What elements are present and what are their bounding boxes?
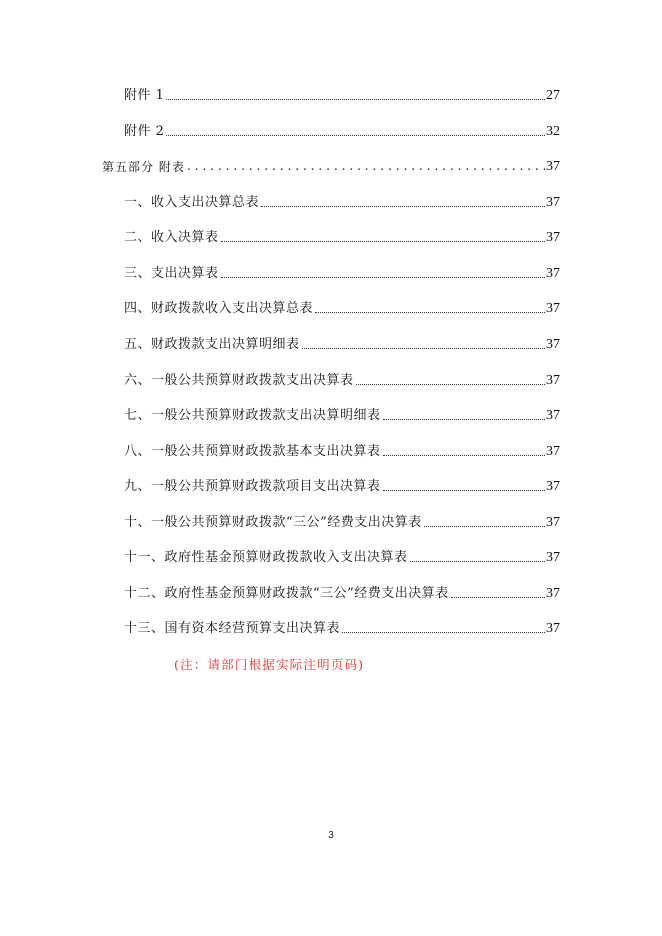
toc-dot-leader	[383, 419, 545, 420]
toc-entry-label: 第五部分 附表	[102, 160, 185, 174]
toc-entry-table-10[interactable]	[124, 511, 560, 531]
toc-entry-page: 37	[546, 479, 560, 494]
toc-entry-table-5[interactable]	[124, 333, 560, 353]
toc-entry-page: 37	[546, 195, 560, 210]
toc-dot-leader	[221, 277, 545, 278]
toc-entry-label: 十二、政府性基金预算财政拨款“三公”经费支出决算表	[124, 586, 449, 601]
toc-entry-label: 十三、国有资本经营预算支出决算表	[124, 621, 341, 636]
toc-entry-page: 37	[546, 159, 560, 174]
toc-entry-table-4[interactable]	[124, 297, 560, 317]
toc-entry-page: 37	[546, 550, 560, 565]
toc-entry-table-7[interactable]	[124, 404, 560, 424]
toc-entry-label: 一、收入支出决算总表	[124, 195, 260, 210]
toc-entry-label: 四、财政拨款收入支出决算总表	[124, 301, 314, 316]
toc-entry-attachment-2[interactable]	[124, 120, 560, 140]
toc-entry-label: 八、一般公共预算财政拨款基本支出决算表	[124, 444, 381, 459]
toc-entry-table-1[interactable]	[124, 191, 560, 211]
toc-dot-leader	[342, 632, 545, 633]
toc-entry-page: 37	[546, 230, 560, 245]
toc-entry-table-9[interactable]	[124, 475, 560, 495]
toc-dot-leader	[383, 455, 545, 456]
toc-dot-leader	[302, 348, 545, 349]
toc-entry-page: 37	[546, 586, 560, 601]
toc-entry-label: 十一、政府性基金预算财政拨款收入支出决算表	[124, 550, 408, 565]
toc-entry-page: 37	[546, 515, 560, 530]
toc-entry-page: 32	[546, 124, 560, 139]
toc-entry-table-13[interactable]	[124, 617, 560, 637]
toc-dot-leader	[315, 312, 545, 313]
toc-entry-attachment-1[interactable]	[124, 84, 560, 104]
page-number-note: (注：请部门根据实际注明页码)	[174, 657, 365, 672]
toc-dot-leader	[356, 384, 545, 385]
toc-entry-label: 附件 2	[124, 124, 165, 139]
toc-entry-table-6[interactable]	[124, 369, 560, 389]
toc-entry-table-3[interactable]	[124, 262, 560, 282]
toc-dot-leader	[166, 99, 545, 100]
toc-entry-table-8[interactable]	[124, 440, 560, 460]
toc-entry-page: 37	[546, 301, 560, 316]
toc-entry-page: 37	[546, 266, 560, 281]
toc-entry-page: 37	[546, 337, 560, 352]
toc-entry-label: 六、一般公共预算财政拨款支出决算表	[124, 373, 354, 388]
toc-dot-leader	[383, 490, 545, 491]
toc-entry-label: 五、财政拨款支出决算明细表	[124, 337, 300, 352]
toc-dot-leader	[166, 135, 545, 136]
toc-entry-label: 七、一般公共预算财政拨款支出决算明细表	[124, 408, 381, 423]
toc-dot-leader	[261, 206, 545, 207]
toc-entry-label: 二、收入决算表	[124, 230, 219, 245]
toc-entry-table-12[interactable]	[124, 582, 560, 602]
toc-entry-table-2[interactable]	[124, 226, 560, 246]
toc-entry-table-11[interactable]	[124, 546, 560, 566]
toc-entry-page: 37	[546, 373, 560, 388]
toc-dot-leader	[187, 159, 545, 175]
toc-dot-leader	[221, 241, 545, 242]
toc-dot-leader	[410, 561, 545, 562]
toc-entry-label: 九、一般公共预算财政拨款项目支出决算表	[124, 479, 381, 494]
toc-entry-page: 27	[546, 88, 560, 103]
toc-entry-label: 十、一般公共预算财政拨款“三公”经费支出决算表	[124, 515, 422, 530]
toc-entry-page: 37	[546, 444, 560, 459]
toc-entry-label: 三、支出决算表	[124, 266, 219, 281]
toc-dot-leader	[451, 597, 545, 598]
footer-page-number: 3	[328, 830, 334, 841]
toc-entry-page: 37	[546, 408, 560, 423]
toc-entry-page: 37	[546, 621, 560, 636]
toc-dot-leader	[424, 526, 545, 527]
toc-entry-part-five[interactable]	[102, 155, 560, 175]
toc-entry-label: 附件 1	[124, 88, 165, 103]
